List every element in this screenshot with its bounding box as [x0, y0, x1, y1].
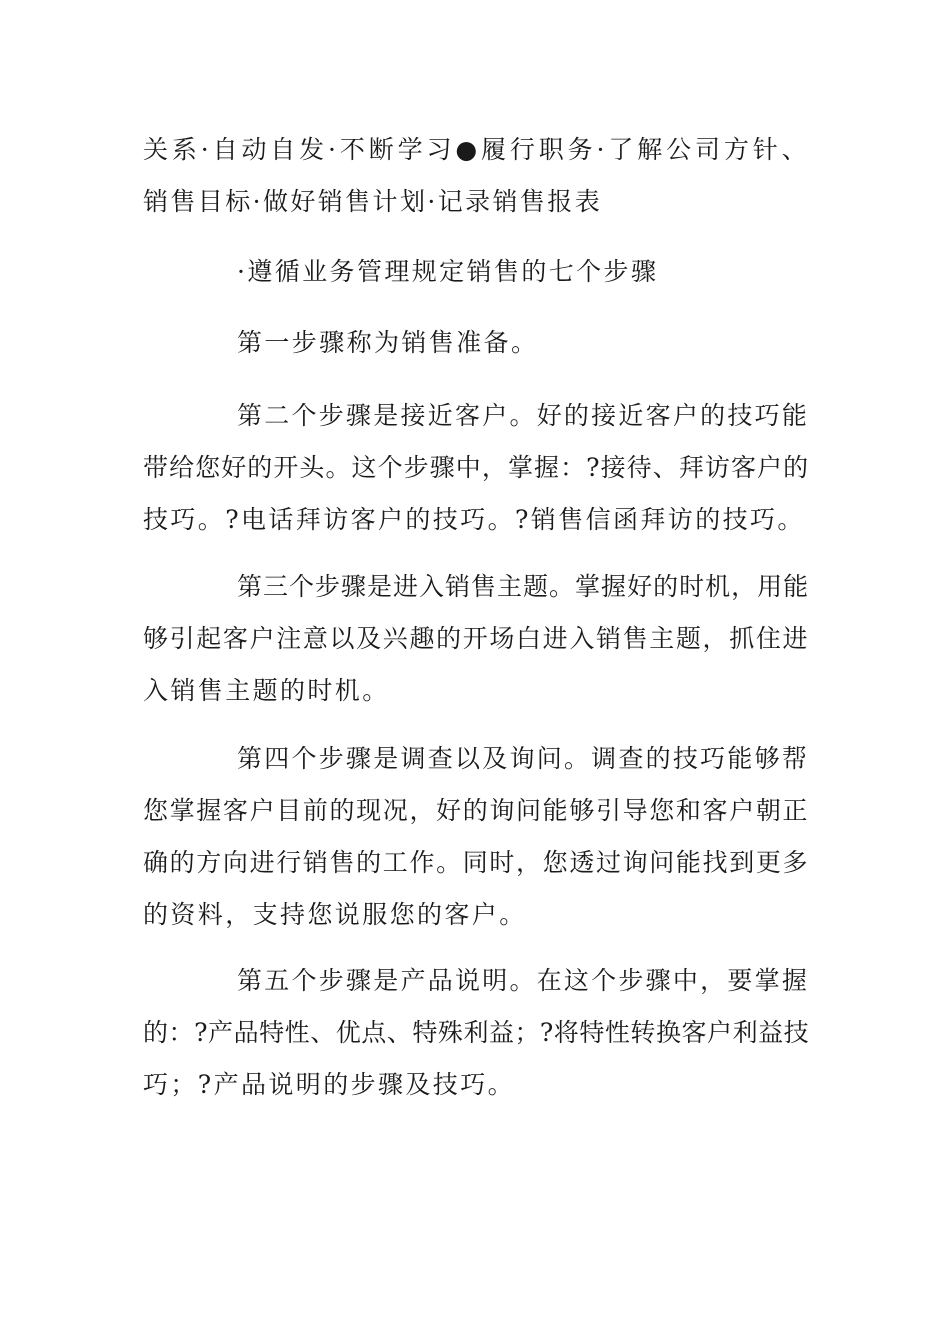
paragraph-step-two	[143, 390, 809, 546]
text-line: 第三个步骤是进入销售主题。掌握好的时机，用能	[237, 572, 809, 601]
text-line: 技巧。?电话拜访客户的技巧。?销售信函拜访的技巧。	[143, 505, 805, 534]
text-line: 第四个步骤是调查以及询问。调查的技巧能够帮	[237, 744, 809, 773]
text-line: ·遵循业务管理规定销售的七个步骤	[237, 257, 659, 286]
text-line: 销售目标·做好销售计划·记录销售报表	[143, 187, 603, 216]
text-line: 的资料，支持您说服您的客户。	[143, 900, 527, 929]
paragraph-step-three	[143, 561, 809, 717]
text-line: 关系·自动自发·不断学习●履行职务·了解公司方针、	[143, 135, 809, 164]
text-line: 确的方向进行销售的工作。同时，您透过询问能找到更多	[143, 848, 809, 877]
text-line: 第二个步骤是接近客户。好的接近客户的技巧能	[237, 401, 809, 430]
paragraph-seven-steps-heading	[143, 246, 809, 298]
text-line: 您掌握客户目前的现况，好的询问能够引导您和客户朝正	[143, 796, 809, 825]
text-line: 够引起客户注意以及兴趣的开场白进入销售主题，抓住进	[143, 624, 809, 653]
paragraph-step-four	[143, 733, 809, 941]
paragraph-step-five	[143, 955, 809, 1111]
text-line: 第五个步骤是产品说明。在这个步骤中，要掌握	[237, 966, 809, 995]
paragraph-step-one	[143, 317, 809, 369]
text-line: 第一步骤称为销售准备。	[237, 328, 539, 357]
text-line: 带给您好的开头。这个步骤中，掌握：?接待、拜访客户的	[143, 453, 809, 482]
paragraph-duties	[143, 124, 809, 228]
text-line: 巧；?产品说明的步骤及技巧。	[143, 1070, 516, 1099]
text-line: 入销售主题的时机。	[143, 676, 390, 705]
text-line: 的：?产品特性、优点、特殊利益；?将特性转换客户利益技	[143, 1018, 809, 1047]
